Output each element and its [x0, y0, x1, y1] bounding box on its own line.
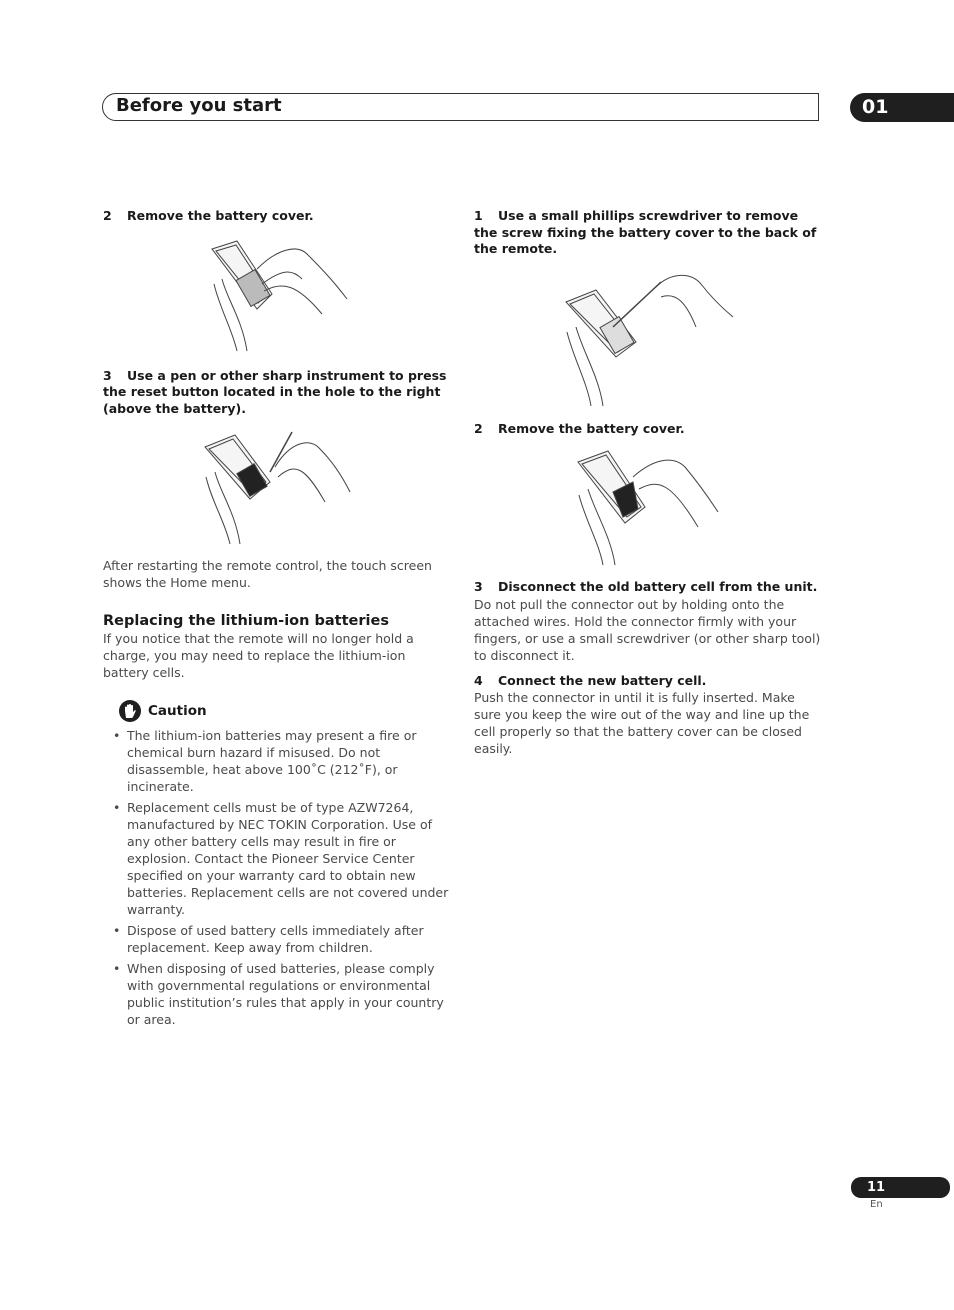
- step-remove-screw: 1 Use a small phillips screwdriver to remove the screw fixing the battery cover to the back of the remote.: [474, 208, 817, 256]
- caution-header: [119, 700, 451, 722]
- caution-item: • When disposing of used batteries, please comply with governmental regulations or environmental public institution’s rules that apply in your country or area.: [113, 960, 451, 1028]
- page-language: En: [870, 1199, 883, 1210]
- disconnect-desc: Do not pull the connector out by holding onto the attached wires. Hold the connector firmly with your fingers, or use a small screwdriver (or other sharp tool) to disconnect it.: [474, 596, 821, 663]
- hand-stop-icon: [119, 700, 141, 722]
- caution-list: [103, 727, 451, 1028]
- caution-item: • The lithium-ion batteries may present a fire or chemical burn hazard if misused. Do not disassemble, heat above 100˚C (212˚F), or incinerate.: [113, 727, 451, 795]
- step-remove-cover-right: 2 Remove the battery cover.: [474, 420, 685, 436]
- screwdriver-illustration: [561, 272, 736, 407]
- step-press-reset: 3 Use a pen or other sharp instrument to press the reset button located in the hole to the right (above the battery).: [103, 367, 447, 416]
- caution-label: Caution: [148, 703, 207, 719]
- after-restart-text: After restarting the remote control, the touch screen shows the Home menu.: [103, 558, 432, 590]
- page-number: 11: [851, 1177, 950, 1198]
- step-remove-cover: 2 Remove the battery cover.: [103, 208, 314, 223]
- remove-cover-illustration: [202, 239, 352, 354]
- right-column: [474, 208, 822, 757]
- step-disconnect: 3 Disconnect the old battery cell from the unit.: [474, 579, 818, 594]
- left-column: [103, 208, 451, 1032]
- caution-item: • Dispose of used battery cells immediately after replacement. Keep away from children.: [113, 922, 451, 956]
- connect-desc: Push the connector in until it is fully inserted. Make sure you keep the wire out of the way and line up the cell properly so that the battery cover can be closed easily.: [474, 690, 810, 756]
- remove-cover-right-illustration: [573, 447, 723, 567]
- page-title: Before you start: [116, 95, 282, 116]
- press-reset-illustration: [200, 427, 355, 545]
- chapter-number: 01: [850, 93, 954, 122]
- section-title: Replacing the lithium-ion batteries: [103, 613, 389, 629]
- section-intro: If you notice that the remote will no longer hold a charge, you may need to replace the lithium-ion battery cells.: [103, 631, 414, 680]
- caution-item: • Replacement cells must be of type AZW7264, manufactured by NEC TOKIN Corporation. Use of any other battery cells may result in fire or explosion. Contact the Pioneer Service Center specified on your warranty card to obtain new batteries. Replacement cells are not covered under warranty.: [113, 799, 451, 918]
- step-connect: 4 Connect the new battery cell.: [474, 672, 707, 688]
